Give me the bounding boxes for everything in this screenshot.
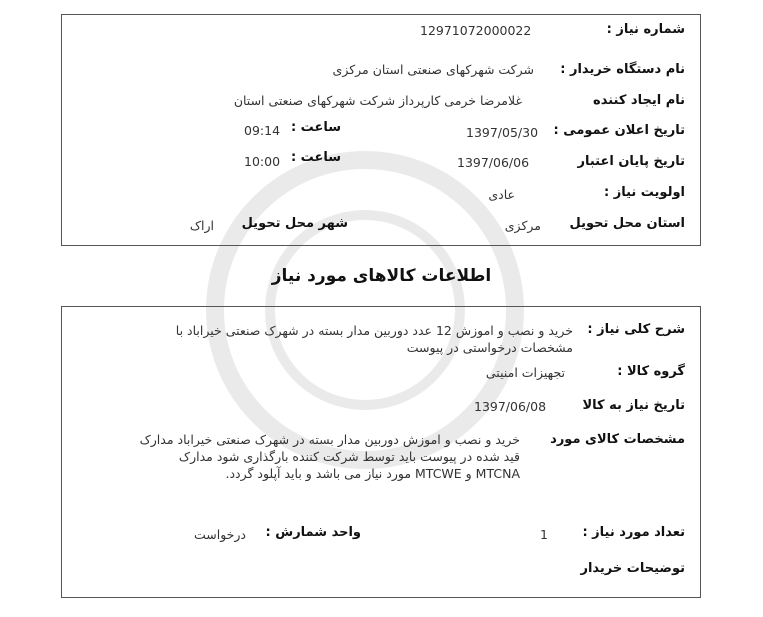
creator-label: نام ایجاد کننده: [593, 93, 685, 108]
announce-time: 09:14: [244, 123, 281, 138]
expiry-time: 10:00: [244, 154, 281, 169]
need-number-label: شماره نیاز :: [606, 22, 685, 37]
need-date: 1397/06/08: [474, 399, 547, 414]
section-title: اطلاعات کالاهای مورد نیاز: [271, 266, 492, 286]
creator: غلامرضا خرمی کارپرداز شرکت شهرکهای صنعتی استان: [233, 93, 522, 108]
expiry-time-label: ساعت :: [290, 150, 341, 165]
city: اراک: [189, 218, 214, 233]
buyer-org: شرکت شهرکهای صنعتی استان مرکزی: [332, 62, 534, 77]
unit-label: واحد شمارش :: [265, 525, 361, 540]
specs: خرید و نصب و اموزش دوربین مدار بسته در شهرک صنعتی خیراباد مدارک قید شده در پیوست باید توسط شرکت کننده بارگذاری شود مدارک MTCNA و MTCWE مورد نیاز می باشد و باید آپلود گردد.: [139, 432, 520, 481]
group-label: گروه کالا :: [617, 364, 685, 379]
expiry-date-label: تاریخ پایان اعتبار: [577, 154, 685, 169]
buyer-org-label: نام دستگاه خریدار :: [560, 62, 685, 77]
buyer-notes-label: توضیحات خریدار: [580, 561, 685, 576]
specs-label: مشخصات کالای مورد: [550, 432, 685, 447]
province-label: استان محل تحویل: [569, 216, 685, 231]
announce-date: 1397/05/30: [466, 125, 539, 140]
announce-date-label: تاریخ اعلان عمومی :: [553, 123, 685, 138]
priority: عادی: [488, 187, 515, 202]
expiry-date: 1397/06/06: [457, 155, 530, 170]
quantity-label: تعداد مورد نیاز :: [582, 525, 685, 540]
province: مرکزی: [504, 218, 541, 233]
group: تجهیزات امنیتی: [485, 365, 565, 380]
description-label: شرح کلی نیاز :: [587, 322, 685, 337]
description: خرید و نصب و اموزش 12 عدد دوربین مدار بسته در شهرک صنعتی خیراباد با مشخصات درخواستی در پیوست: [175, 323, 573, 355]
need-number: 12971072000022: [420, 23, 532, 38]
priority-label: اولویت نیاز :: [603, 185, 685, 200]
unit: درخواست: [193, 527, 246, 542]
need-date-label: تاریخ نیاز به کالا: [582, 398, 685, 413]
quantity: 1: [540, 527, 548, 542]
city-label: شهر محل تحویل: [241, 216, 348, 231]
announce-time-label: ساعت :: [290, 120, 341, 135]
